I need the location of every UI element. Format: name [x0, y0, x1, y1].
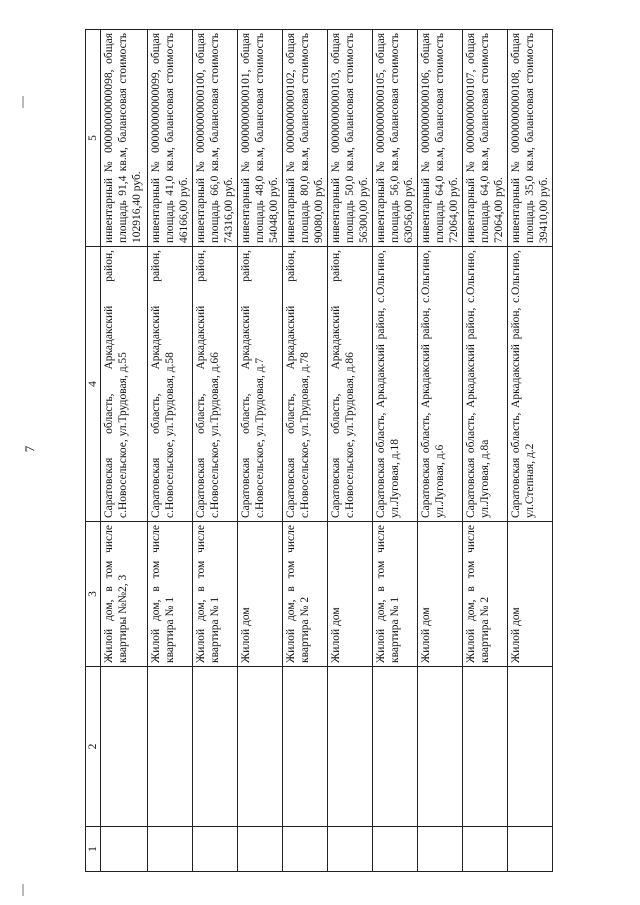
- cell-empty: [328, 667, 373, 827]
- object-type-cell: Жилой дом: [238, 522, 283, 667]
- cell-empty: [373, 667, 418, 827]
- object-type-cell: Жилой дом, в том числе квартира № 2: [283, 522, 328, 667]
- details-cell: инвентарный № 00000000000100, общая площадь 66,0 кв.м, балансовая стоимость 74316,00 руб.: [193, 30, 238, 247]
- cell-empty: [418, 667, 463, 827]
- address-cell: Саратовская область, Аркадакский район, с.Ольгино, ул.Луговая, д.18: [373, 247, 418, 522]
- address-cell: Саратовская область, Аркадакский район, с.Новосельское, ул.Трудовая, д.78: [283, 247, 328, 522]
- scan-mark-top-left: [22, 96, 24, 108]
- cell-empty: [148, 667, 193, 827]
- details-cell: инвентарный № 00000000000107, общая площадь 64,0 кв.м, балансовая стоимость 72064,00 руб.: [463, 30, 508, 247]
- table-row: [508, 30, 553, 872]
- address-cell: Саратовская область, Аркадакский район, с.Новосельское, ул.Трудовая, д.66: [193, 247, 238, 522]
- object-type-cell: Жилой дом: [328, 522, 373, 667]
- cell-empty: [148, 827, 193, 872]
- column-number: 4: [86, 247, 101, 522]
- details-cell: инвентарный № 00000000000098, общая площадь 91,4 кв.м, балансовая стоимость 102916,40 руб.: [101, 30, 148, 247]
- object-type-cell: Жилой дом, в том числе квартира № 1: [193, 522, 238, 667]
- cell-empty: [418, 827, 463, 872]
- object-type-cell: Жилой дом: [508, 522, 553, 667]
- address-cell: Саратовская область, Аркадакский район, с.Новосельское, ул.Трудовая, д.7: [238, 247, 283, 522]
- column-number: 5: [86, 30, 101, 247]
- cell-empty: [101, 827, 148, 872]
- table-row: [283, 30, 328, 872]
- details-cell: инвентарный № 00000000000099, общая площадь 41,0 кв.м, балансовая стоимость 46166,00 руб.: [148, 30, 193, 247]
- cell-empty: [238, 667, 283, 827]
- address-cell: Саратовская область, Аркадакский район, с.Ольгино, ул.Луговая, д.8а: [463, 247, 508, 522]
- cell-empty: [328, 827, 373, 872]
- table-row: [418, 30, 463, 872]
- details-cell: инвентарный № 00000000000101, общая площадь 48,0 кв.м, балансовая стоимость 54048,00 руб.: [238, 30, 283, 247]
- cell-empty: [508, 827, 553, 872]
- column-number: 1: [86, 827, 101, 872]
- details-cell: инвентарный № 00000000000106, общая площадь 64,0 кв.м, балансовая стоимость 72064,00 руб.: [418, 30, 463, 247]
- page-number: 7: [22, 445, 37, 453]
- property-table: [85, 29, 553, 872]
- object-type-cell: Жилой дом: [418, 522, 463, 667]
- details-cell: инвентарный № 00000000000103, общая площадь 50,0 кв.м, балансовая стоимость 56300,00 руб.: [328, 30, 373, 247]
- address-cell: Саратовская область, Аркадакский район, с.Новосельское, ул.Трудовая, д.58: [148, 247, 193, 522]
- cell-empty: [193, 827, 238, 872]
- table-row: [328, 30, 373, 872]
- details-cell: инвентарный № 00000000000108, общая площадь 35,0 кв.м, балансовая стоимость 39410,00 руб.: [508, 30, 553, 247]
- address-cell: Саратовская область, Аркадакский район, с.Ольгино, ул.Луговая, д.6: [418, 247, 463, 522]
- details-cell: инвентарный № 00000000000102, общая площадь 80,0 кв.м, балансовая стоимость 90080,00 руб.: [283, 30, 328, 247]
- cell-empty: [373, 827, 418, 872]
- cell-empty: [101, 667, 148, 827]
- address-cell: Саратовская область, Аркадакский район, с.Ольгино, ул.Степная, д.2: [508, 247, 553, 522]
- cell-empty: [463, 667, 508, 827]
- cell-empty: [283, 667, 328, 827]
- table-row: [148, 30, 193, 872]
- scan-mark-bottom-left: [22, 884, 24, 896]
- object-type-cell: Жилой дом, в том числе квартира № 2: [463, 522, 508, 667]
- column-number: 2: [86, 667, 101, 827]
- object-type-cell: Жилой дом, в том числе квартиры №№2, 3: [101, 522, 148, 667]
- table-row: [101, 30, 148, 872]
- column-number: 3: [86, 522, 101, 667]
- table-row: [238, 30, 283, 872]
- rotated-sheet: [85, 30, 550, 872]
- table-row: [463, 30, 508, 872]
- details-cell: инвентарный № 00000000000105, общая площадь 56,0 кв.м, балансовая стоимость 63056,00 руб.: [373, 30, 418, 247]
- column-number-row: [86, 30, 101, 872]
- table-row: [373, 30, 418, 872]
- cell-empty: [508, 667, 553, 827]
- cell-empty: [238, 827, 283, 872]
- table-row: [193, 30, 238, 872]
- object-type-cell: Жилой дом, в том числе квартира № 1: [148, 522, 193, 667]
- cell-empty: [283, 827, 328, 872]
- address-cell: Саратовская область, Аркадакский район, с.Новосельское, ул.Трудовая, д.55: [101, 247, 148, 522]
- cell-empty: [193, 667, 238, 827]
- address-cell: Саратовская область, Аркадакский район, с.Новосельское, ул.Трудовая, д.86: [328, 247, 373, 522]
- object-type-cell: Жилой дом, в том числе квартира № 1: [373, 522, 418, 667]
- cell-empty: [463, 827, 508, 872]
